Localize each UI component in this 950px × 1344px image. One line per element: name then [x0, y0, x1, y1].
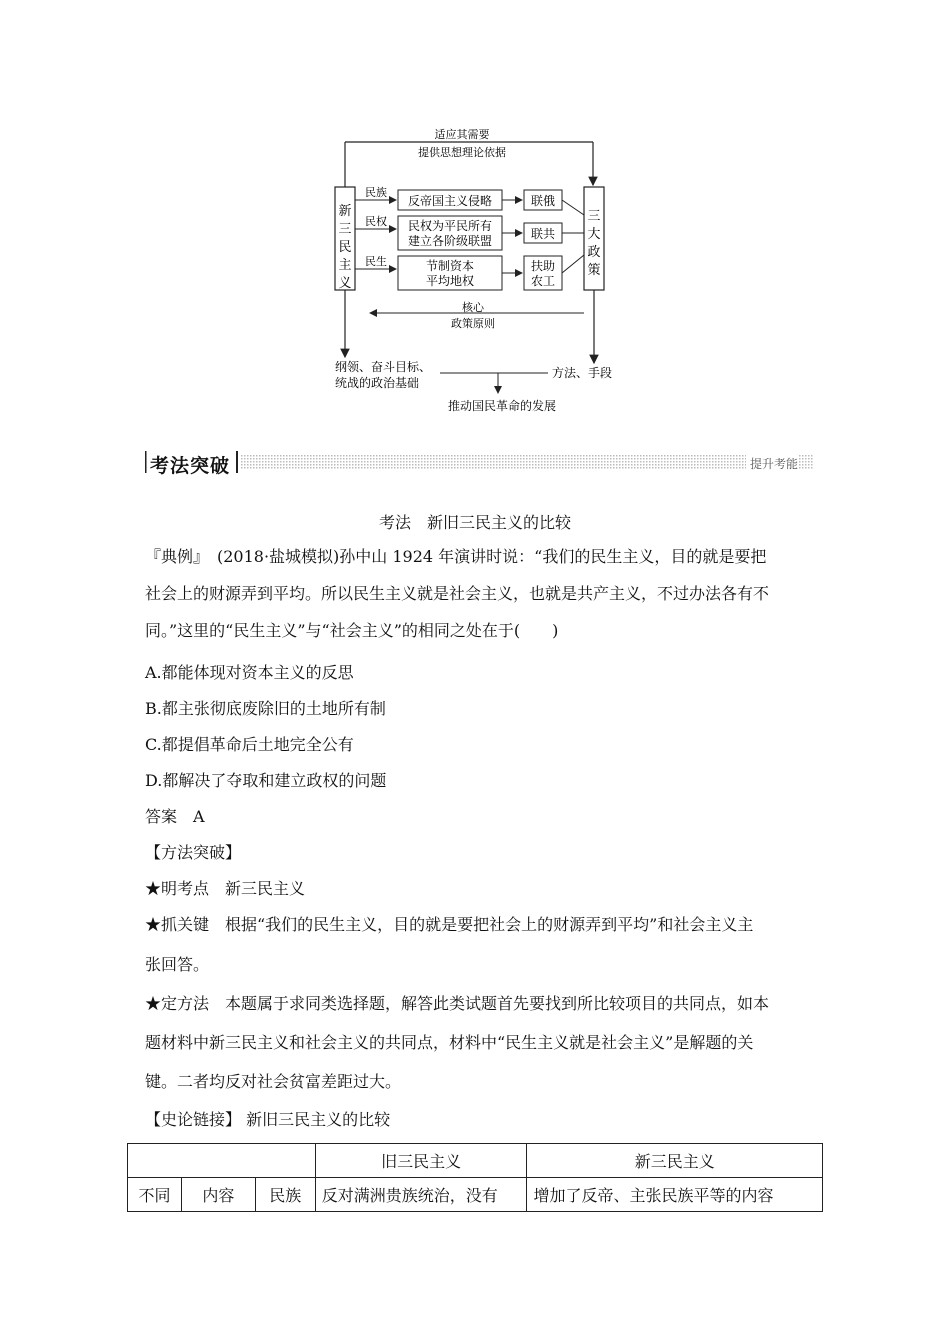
top-label-1: 适应其需要	[434, 128, 490, 141]
example-text-line-2: 社会上的财源弄到平均。所以民生主义就是社会主义，也就是共产主义，不过办法各有不	[145, 584, 770, 603]
table-header-new: 新三民主义	[527, 1144, 823, 1178]
row2-tag: 民权	[365, 215, 387, 228]
row1-content-1: 反帝国主义侵略	[407, 194, 493, 208]
left-box-char-3: 民	[338, 240, 352, 255]
table-cell-subcategory: 内容	[181, 1178, 255, 1212]
option-d: D.都解决了夺取和建立政权的问题	[145, 771, 387, 790]
row2-policy-1: 联共	[530, 227, 556, 241]
answer: 答案 A	[145, 807, 205, 826]
bottom-right: 方法、手段	[552, 366, 613, 380]
comparison-table	[127, 1143, 823, 1212]
left-box-char-1: 新	[338, 204, 352, 219]
option-b: B.都主张彻底废除旧的土地所有制	[145, 699, 386, 718]
row3-policy-2: 农工	[530, 274, 556, 288]
row3-tag: 民生	[365, 255, 387, 268]
table-cell-item: 民族	[255, 1178, 315, 1212]
row1-link	[562, 200, 584, 215]
method-line-1: ★定方法 本题属于求同类选择题，解答此类试题首先要找到所比较项目的共同点，如本	[145, 994, 770, 1013]
bottom-left-2: 统战的政治基础	[335, 376, 420, 390]
right-box-char-4: 策	[587, 263, 601, 278]
core-label: 核心	[462, 301, 484, 314]
table-header-row	[128, 1144, 823, 1178]
key-line-2: 张回答。	[145, 955, 210, 974]
right-box-char-2: 大	[587, 227, 601, 242]
row1-tag: 民族	[365, 186, 387, 199]
method-heading: 【方法突破】	[145, 843, 242, 862]
row2-content-2: 建立各阶级联盟	[407, 234, 493, 248]
option-c: C.都提倡革命后土地完全公有	[145, 735, 354, 754]
test-point: ★明考点 新三民主义	[145, 879, 306, 898]
left-box	[335, 187, 355, 290]
top-label-2: 提供思想理论依据	[418, 146, 506, 159]
left-box-char-5: 义	[338, 276, 352, 291]
link-heading: 【史论链接】 新旧三民主义的比较	[145, 1110, 391, 1129]
row3-policy-1: 扶助	[530, 259, 556, 273]
table-cell-category: 不同	[128, 1178, 182, 1212]
row3-link	[562, 255, 584, 273]
row2-content-1: 民权为平民所有	[407, 219, 493, 233]
principle-label: 政策原则	[451, 317, 495, 330]
section-heading: 考法 新旧三民主义的比较	[378, 513, 571, 532]
section-subtitle: 提升考能	[746, 455, 798, 472]
example-text-line-3: 同。”这里的“民生主义”与“社会主义”的相同之处在于( )	[145, 621, 559, 640]
concept-diagram	[330, 125, 630, 425]
table-cell-new: 增加了反帝、主张民族平等的内容	[527, 1178, 823, 1212]
right-box-char-1: 三	[587, 209, 601, 224]
left-box-char-4: 主	[338, 258, 352, 273]
key-line-1: ★抓关键 根据“我们的民生主义，目的就是要把社会上的财源弄到平均”和社会主义主	[145, 915, 754, 934]
method-line-3: 键。二者均反对社会贫富差距过大。	[145, 1072, 402, 1091]
left-box-char-2: 三	[338, 222, 352, 237]
section-bar	[145, 449, 813, 475]
bottom-left-1: 纲领、奋斗目标、	[335, 360, 432, 374]
table-header-blank	[128, 1144, 316, 1178]
table-header-old: 旧三民主义	[315, 1144, 527, 1178]
row3-content-1: 节制资本	[425, 259, 475, 273]
method-line-2: 题材料中新三民主义和社会主义的共同点，材料中“民生主义就是社会主义”是解题的关	[145, 1033, 754, 1052]
option-a: A.都能体现对资本主义的反思	[145, 663, 354, 682]
table-row	[128, 1178, 823, 1212]
row3-content-2: 平均地权	[425, 274, 475, 288]
right-box-char-3: 政	[587, 245, 601, 260]
section-title: 考法突破	[150, 451, 234, 478]
row1-policy-1: 联俄	[530, 194, 556, 208]
example-text-line-1: 『典例』 (2018·盐城模拟)孙中山 1924 年演讲时说：“我们的民生主义，目的就是要把	[145, 547, 767, 566]
bottom-center: 推动国民革命的发展	[447, 399, 557, 413]
table-cell-old: 反对满洲贵族统治，没有	[315, 1178, 527, 1212]
